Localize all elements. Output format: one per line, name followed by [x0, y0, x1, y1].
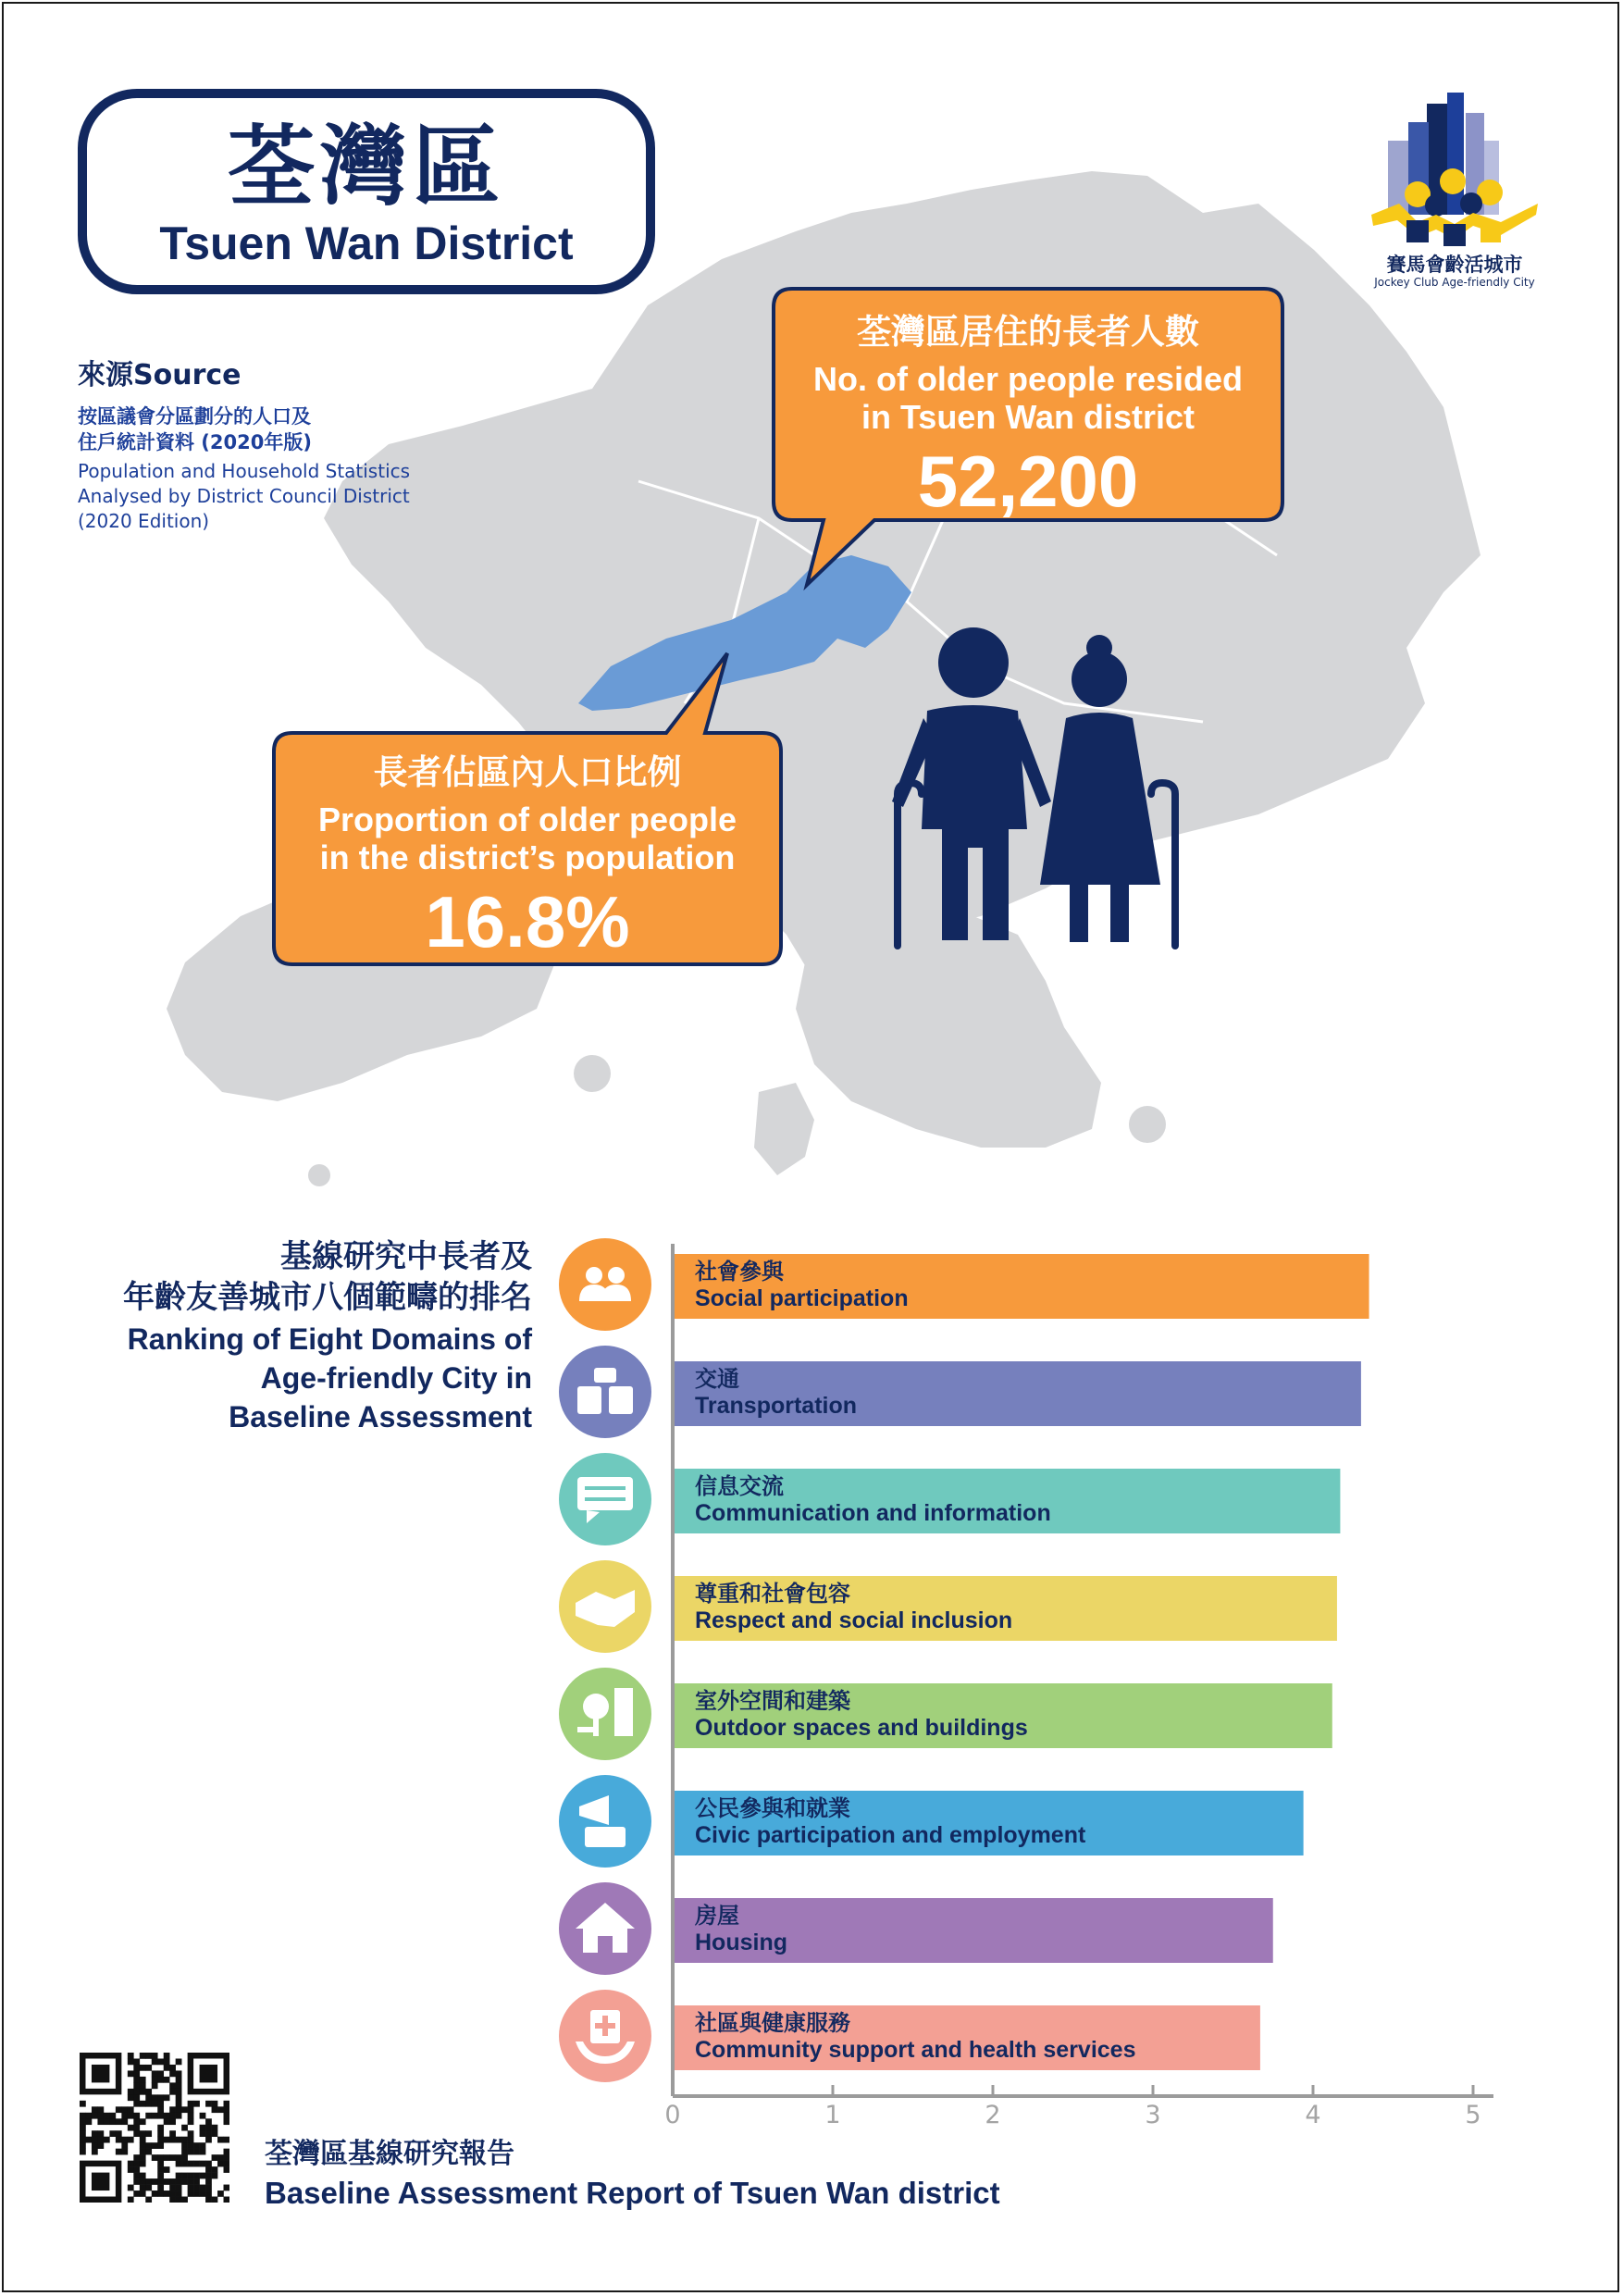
bar-label-chinese: 交通 [695, 1367, 739, 1392]
ranking-heading-english: Ranking of Eight Domains of Age-friendly City in Baseline Assessment [127, 1322, 532, 1433]
ranking-heading-chinese: 基線研究中長者及 年齡友善城市八個範疇的排名 [123, 1238, 532, 1316]
logo-name-english: Jockey Club Age-friendly City [1374, 276, 1535, 289]
bar-label-chinese: 公民參與和就業 [695, 1796, 850, 1821]
older-people-proportion-value: 16.8% [425, 881, 630, 962]
x-tick-label: 4 [1305, 2101, 1321, 2129]
source-publication-chinese: 按區議會分區劃分的人口及 住戶統計資料 (2020年版) [78, 405, 312, 453]
bar-label-chinese: 尊重和社會包容 [695, 1582, 850, 1607]
logo-name-chinese: 賽馬會齡活城市 [1386, 254, 1523, 276]
bar-label-english: Outdoor spaces and buildings [695, 1715, 1028, 1741]
bar-label-chinese: 信息交流 [695, 1474, 784, 1499]
domain-icon-circle [559, 1346, 651, 1438]
bar-label-chinese: 房屋 [695, 1904, 739, 1929]
bar-label-chinese: 社會參與 [695, 1260, 784, 1285]
domain-icon-circle [559, 1238, 651, 1331]
bar-label [695, 1904, 787, 1955]
bar-label [695, 2011, 1136, 2063]
x-tick-label: 1 [824, 2101, 841, 2129]
x-tick-label: 3 [1145, 2101, 1161, 2129]
bar-label-chinese: 室外空間和建築 [695, 1689, 850, 1714]
title-english: Tsuen Wan District [159, 217, 574, 269]
bar-label-english: Respect and social inclusion [695, 1607, 1013, 1633]
bar-label-english: Transportation [695, 1393, 858, 1419]
callout-1-label-english: No. of older people resided in Tsuen Wan district [812, 360, 1244, 436]
report-title-chinese: 荃灣區基線研究報告 [265, 2138, 514, 2170]
x-tick-label: 0 [664, 2101, 681, 2129]
bar-label [695, 1582, 1012, 1633]
callout-2-label-english: Proportion of older people in the district’s population [318, 800, 737, 876]
bar-label [695, 1689, 1028, 1741]
bar-label-chinese: 社區與健康服務 [695, 2011, 850, 2036]
bar-label [695, 1367, 857, 1419]
report-title [265, 2136, 1000, 2214]
bar-label-english: Civic participation and employment [695, 1822, 1086, 1848]
title-chinese: 荃灣區 [227, 117, 505, 217]
bar-label [695, 1796, 1085, 1848]
bar-label [695, 1260, 909, 1311]
bar-label [695, 1474, 1051, 1526]
callout-1-label-chinese: 荃灣區居住的長者人數 [857, 313, 1199, 351]
bar-label-english: Housing [695, 1930, 787, 1955]
source-heading: 來源Source [78, 359, 242, 391]
bar-label-english: Communication and information [695, 1500, 1051, 1526]
x-tick-label: 2 [985, 2101, 1001, 2129]
source-publication-english: Population and Household Statistics Analysed by District Council District (2020 Edition) [78, 460, 411, 532]
older-people-count-value: 52,200 [917, 441, 1139, 522]
qr-code[interactable] [80, 2053, 229, 2203]
callout-2-label-chinese: 長者佔區內人口比例 [373, 753, 682, 791]
report-title-english: Baseline Assessment Report of Tsuen Wan district [265, 2176, 1000, 2210]
bar-label-english: Social participation [695, 1285, 909, 1311]
x-tick-label: 5 [1465, 2101, 1481, 2129]
bar-label-english: Community support and health services [695, 2037, 1136, 2063]
